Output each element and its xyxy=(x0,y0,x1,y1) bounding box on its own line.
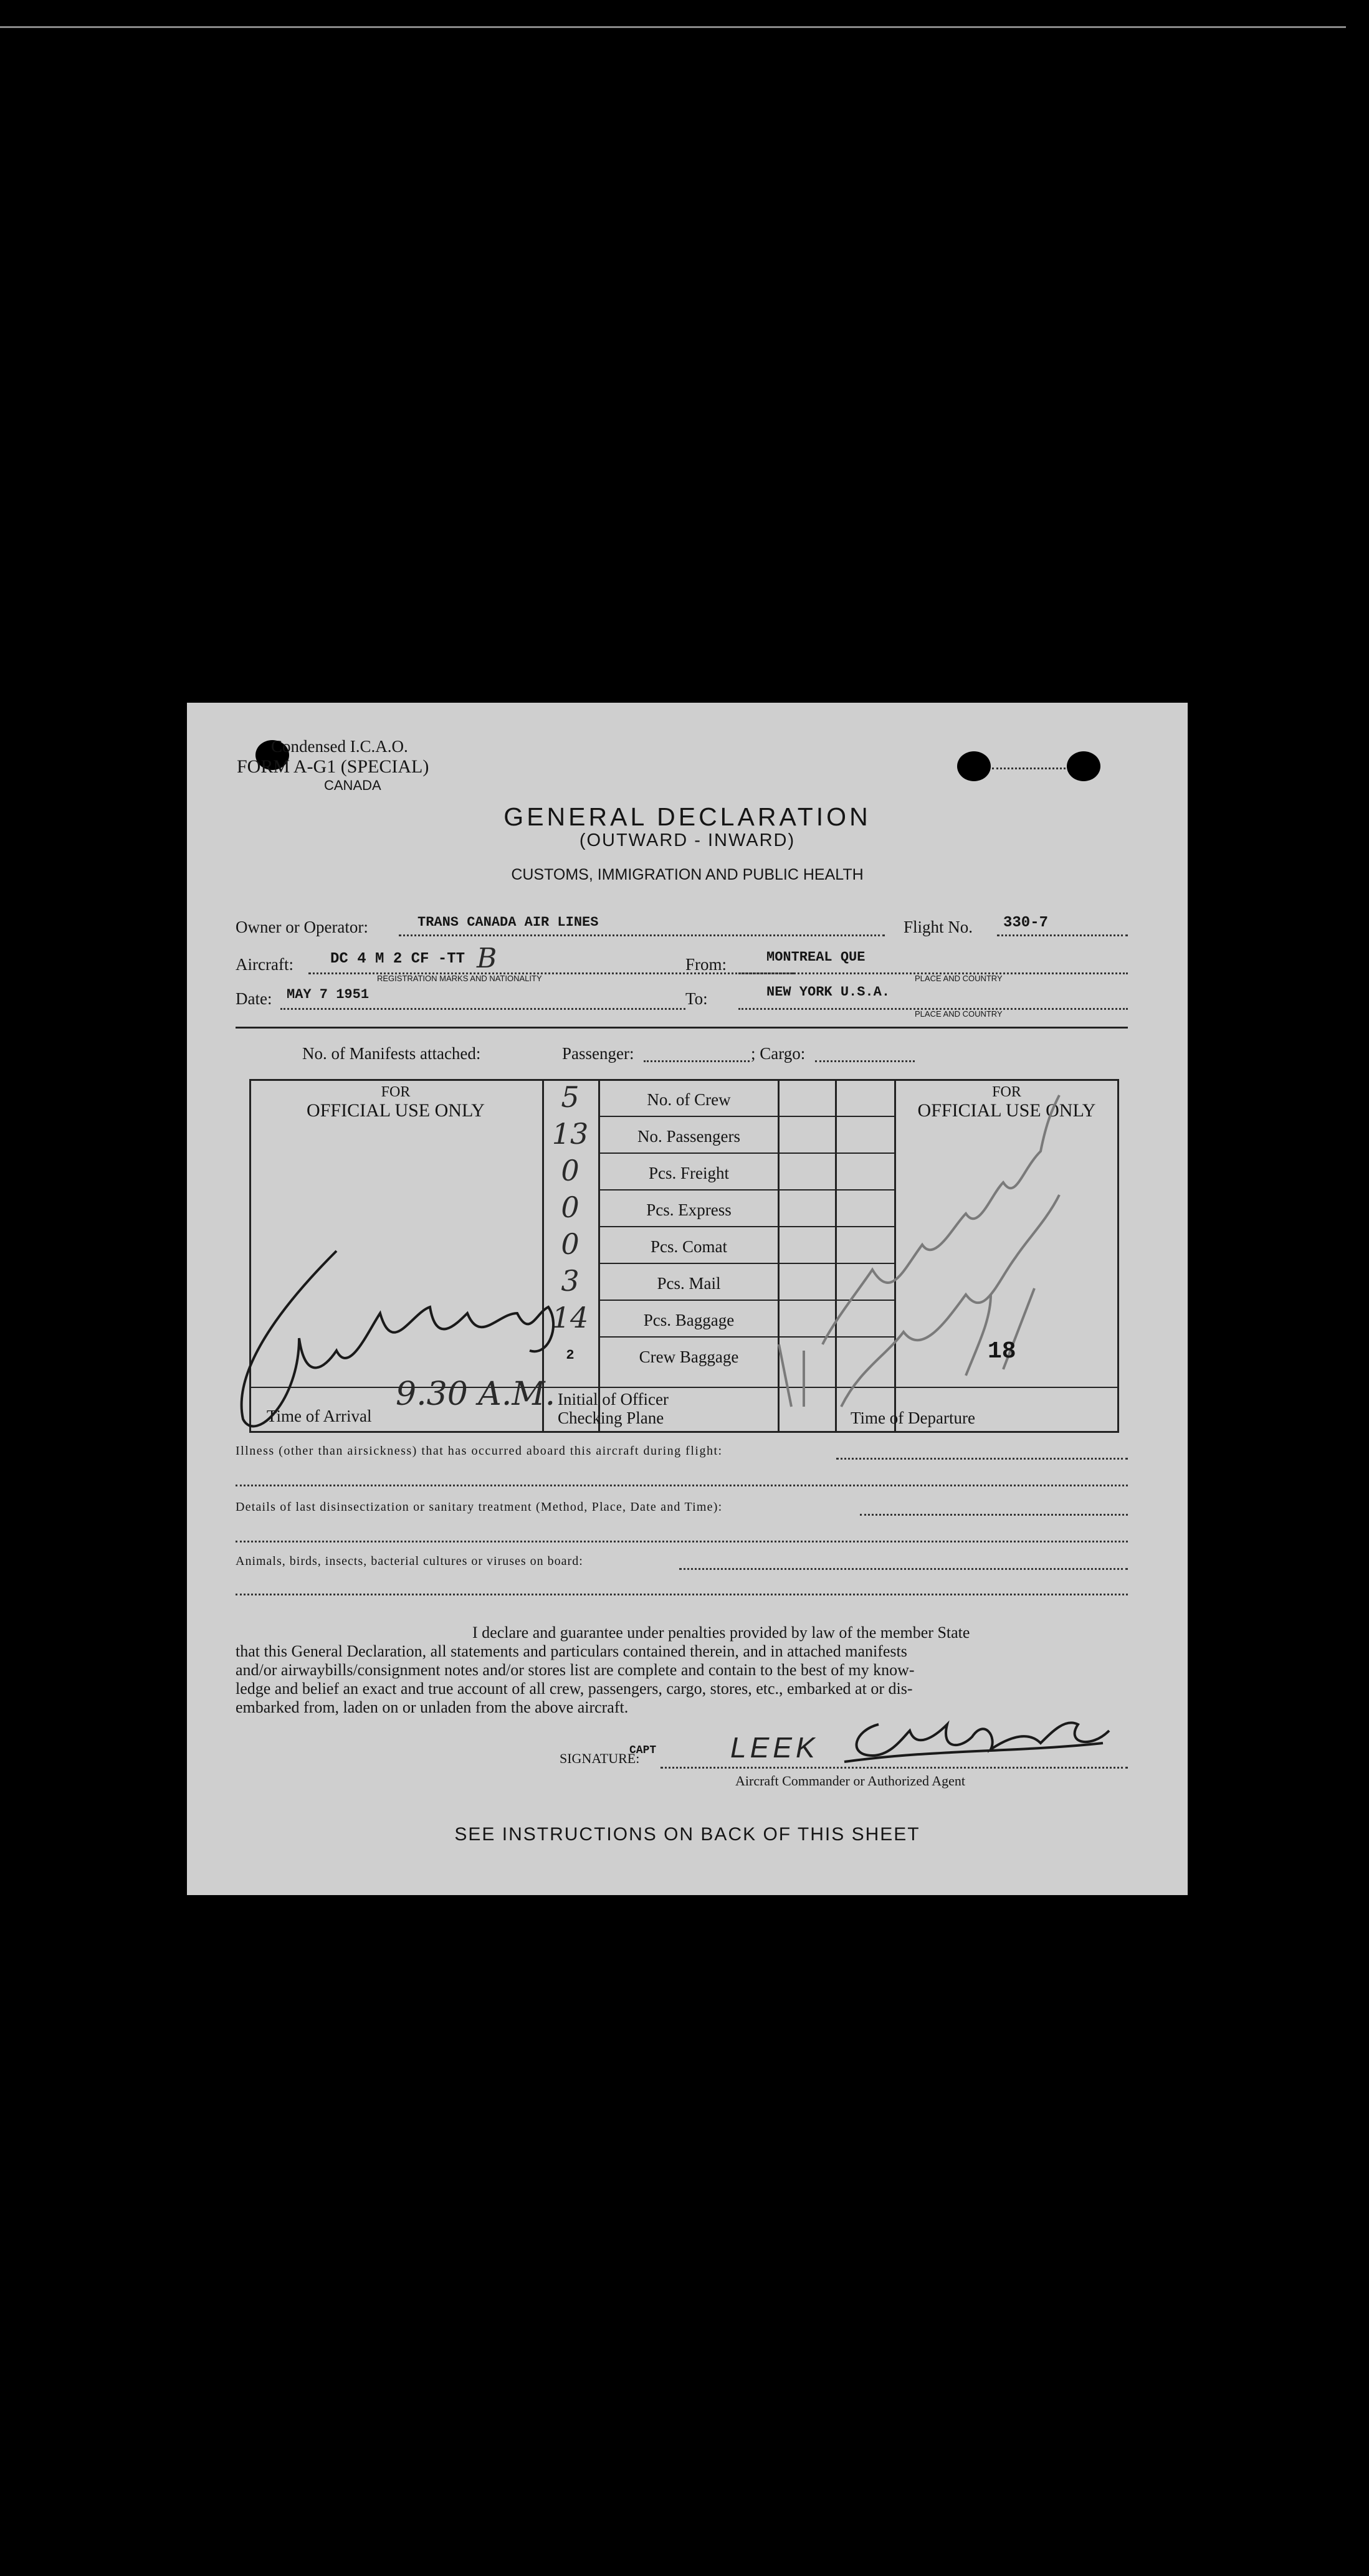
declaration-line5: embarked from, laden on or unladen from the above aircraft. xyxy=(236,1698,629,1716)
film-edge-line xyxy=(0,26,1346,28)
owner-label: Owner or Operator: xyxy=(236,918,368,936)
disinsect-question: Details of last disinsectization or sanitary treatment (Method, Place, Date and Time): xyxy=(236,1500,723,1514)
aircraft-value: DC 4 M 2 CF -TT xyxy=(330,951,465,967)
table-row-value: 14 xyxy=(551,1301,589,1334)
form-ref-line1: Condensed I.C.A.O. xyxy=(271,737,408,756)
capt-name: LEEK xyxy=(730,1731,819,1764)
left-official-label: OFFICIAL USE ONLY xyxy=(307,1100,485,1121)
aircraft-label: Aircraft: xyxy=(236,955,293,974)
from-label: From: xyxy=(685,955,727,974)
officer-signature-right xyxy=(766,1083,1090,1432)
declaration-line2: that this General Declaration, all statements and particulars contained therein, and in attached manifests xyxy=(236,1642,907,1660)
flight-label: Flight No. xyxy=(904,918,973,936)
initial-officer-label: Initial of Officer xyxy=(558,1390,669,1409)
right-official-label: OFFICIAL USE ONLY xyxy=(917,1100,1096,1121)
table-row-label: Pcs. Freight xyxy=(648,1164,729,1182)
manifests-label: No. of Manifests attached: xyxy=(302,1044,481,1063)
table-row-label: Pcs. Express xyxy=(646,1200,732,1219)
punch-hole-right-2 xyxy=(1067,751,1100,781)
checking-plane-label: Checking Plane xyxy=(558,1409,664,1427)
time-arrival-label: Time of Arrival xyxy=(267,1407,372,1425)
left-for-label: FOR xyxy=(381,1084,411,1100)
cargo-label: ; Cargo: xyxy=(751,1044,806,1063)
place-caption-to: PLACE AND COUNTRY xyxy=(915,1009,1003,1019)
declaration-line3: and/or airwaybills/consignment notes and/or stores list are complete and contain to the best of my know- xyxy=(236,1661,915,1679)
table-row-label: Pcs. Mail xyxy=(657,1274,721,1293)
form-ref-line2: FORM A-G1 (SPECIAL) xyxy=(237,756,429,777)
signature-caption: Aircraft Commander or Authorized Agent xyxy=(735,1773,966,1789)
time-departure-label: Time of Departure xyxy=(851,1409,975,1427)
registration-caption: REGISTRATION MARKS AND NATIONALITY xyxy=(377,974,542,983)
flight-value: 330-7 xyxy=(1003,915,1049,931)
passenger-label: Passenger: xyxy=(562,1044,634,1063)
time-arrival-value: 9.30 A.M. xyxy=(396,1376,556,1413)
table-row-value: 3 xyxy=(561,1264,580,1298)
commander-signature xyxy=(841,1699,1128,1768)
form-services: CUSTOMS, IMMIGRATION AND PUBLIC HEALTH xyxy=(511,866,864,883)
table-row-label: No. of Crew xyxy=(647,1090,731,1109)
date-label: Date: xyxy=(236,989,272,1008)
table-row-value: 0 xyxy=(561,1191,580,1224)
stamp-number: 18 xyxy=(988,1338,1016,1365)
declaration-line1: I declare and guarantee under penalties provided by law of the member State xyxy=(472,1623,970,1642)
footer-instructions: SEE INSTRUCTIONS ON BACK OF THIS SHEET xyxy=(454,1824,920,1845)
form-country: CANADA xyxy=(324,777,381,793)
table-row-label: Crew Baggage xyxy=(639,1347,739,1366)
table-row-label: No. Passengers xyxy=(637,1127,740,1146)
table-row-value: 13 xyxy=(551,1117,589,1151)
animals-question: Animals, birds, insects, bacterial cultures or viruses on board: xyxy=(236,1554,583,1568)
form-subtitle: (OUTWARD - INWARD) xyxy=(579,830,796,850)
header-divider xyxy=(236,1027,1128,1029)
table-row-value: 5 xyxy=(561,1080,580,1114)
table-row-value: 0 xyxy=(561,1227,580,1261)
form-title: GENERAL DECLARATION xyxy=(503,802,871,831)
date-value: MAY 7 1951 xyxy=(287,987,370,1002)
declaration-line4: ledge and belief an exact and true account of all crew, passengers, cargo, stores, etc., embarked at or dis- xyxy=(236,1680,913,1698)
to-label: To: xyxy=(685,989,708,1008)
hole-guide-dots xyxy=(992,768,1066,769)
table-row-label: Pcs. Baggage xyxy=(643,1311,735,1329)
place-caption-from: PLACE AND COUNTRY xyxy=(915,974,1003,983)
aircraft-handwritten-mark: B xyxy=(477,943,497,974)
signature-label: SIGNATURE: xyxy=(560,1751,640,1766)
officer-signature-left xyxy=(206,1238,580,1450)
to-value: NEW YORK U.S.A. xyxy=(766,984,890,1000)
from-value: MONTREAL QUE xyxy=(766,949,866,965)
owner-value: TRANS CANADA AIR LINES xyxy=(417,915,599,930)
table-row-value: 2 xyxy=(566,1347,575,1363)
right-for-label: FOR xyxy=(992,1084,1021,1100)
illness-question: Illness (other than airsickness) that has occurred aboard this aircraft during flight: xyxy=(236,1444,723,1458)
table-row-value: 0 xyxy=(561,1154,580,1187)
general-declaration-form xyxy=(187,703,1188,1895)
punch-hole-right-1 xyxy=(957,751,991,781)
capt-stamp: CAPT xyxy=(629,1744,657,1757)
table-row-label: Pcs. Comat xyxy=(650,1237,727,1256)
